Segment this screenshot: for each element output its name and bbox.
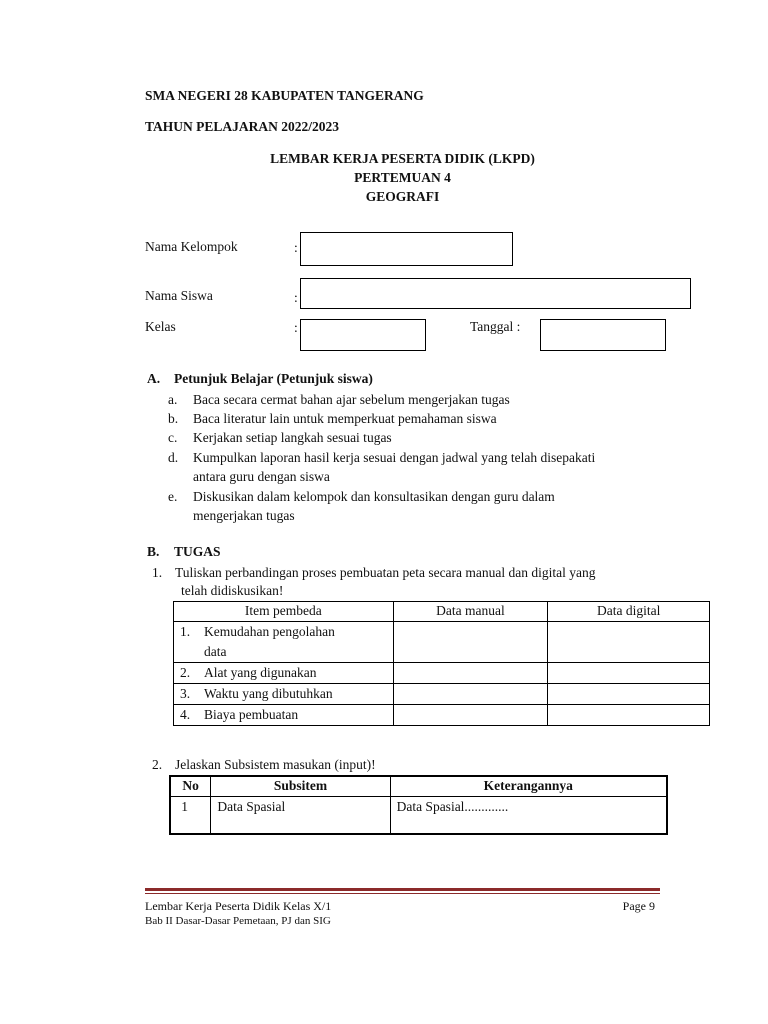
digital-cell[interactable] — [548, 663, 710, 684]
footer-rule — [145, 893, 660, 894]
class-field[interactable] — [300, 319, 426, 351]
column-header: Item pembeda — [174, 602, 394, 622]
task-1-text: Tuliskan perbandingan proses pembuatan peta secara manual dan digital yang — [175, 565, 596, 580]
school-name: SMA NEGERI 28 KABUPATEN TANGERANG — [145, 88, 424, 103]
student-name-label: Nama Siswa — [145, 288, 213, 303]
list-label: c. — [168, 430, 178, 445]
list-text: mengerjakan tugas — [193, 508, 295, 523]
task-2-text: Jelaskan Subsistem masukan (input)! — [175, 757, 376, 772]
section-b-heading: B. — [147, 544, 160, 559]
list-label: b. — [168, 411, 179, 426]
row-number: 1. — [180, 624, 191, 639]
section-a-heading: A. — [147, 371, 161, 386]
list-label: d. — [168, 450, 179, 465]
item-text: Kemudahan pengolahan — [204, 624, 335, 639]
section-a-title: Petunjuk Belajar (Petunjuk siswa) — [174, 371, 373, 386]
list-label: e. — [168, 489, 178, 504]
colon: : — [294, 240, 298, 255]
footer-line-2: Bab II Dasar-Dasar Pemetaan, PJ dan SIG — [145, 915, 331, 927]
list-text: Kerjakan setiap langkah sesuai tugas — [193, 430, 392, 445]
item-text: Waktu yang dibutuhkan — [204, 686, 333, 701]
table-cell-item — [174, 663, 394, 684]
date-label: Tanggal : — [470, 319, 521, 334]
column-header: Data digital — [548, 602, 710, 622]
list-text: antara guru dengan siswa — [193, 469, 330, 484]
subsystem-cell: Data Spasial — [211, 796, 390, 834]
class-label: Kelas — [145, 319, 176, 334]
date-field[interactable] — [540, 319, 666, 351]
colon: : — [294, 290, 298, 305]
row-number: 3. — [180, 686, 191, 701]
list-text: Baca secara cermat bahan ajar sebelum mengerjakan tugas — [193, 392, 510, 407]
subsystem-table — [169, 775, 668, 835]
list-label: a. — [168, 392, 178, 407]
table-row — [174, 663, 710, 684]
group-name-field[interactable] — [300, 232, 513, 266]
column-header: Keterangannya — [390, 776, 667, 796]
manual-cell[interactable] — [393, 663, 548, 684]
description-cell[interactable]: Data Spasial............. — [390, 796, 667, 834]
column-header: Data manual — [393, 602, 548, 622]
table-header-row — [170, 776, 667, 796]
row-number: 4. — [180, 707, 191, 722]
column-header: No — [170, 776, 211, 796]
table-header-row — [174, 602, 710, 622]
footer-line-1: Lembar Kerja Peserta Didik Kelas X/1 — [145, 899, 332, 913]
item-text-continued: data — [204, 644, 227, 659]
manual-cell[interactable] — [393, 622, 548, 663]
table-cell-item — [174, 622, 394, 663]
table-cell-item — [174, 705, 394, 726]
digital-cell[interactable] — [548, 705, 710, 726]
group-name-label: Nama Kelompok — [145, 239, 238, 254]
digital-cell[interactable] — [548, 684, 710, 705]
meeting-number: PERTEMUAN 4 — [354, 170, 451, 185]
list-text: Diskusikan dalam kelompok dan konsultasikan dengan guru dalam — [193, 489, 555, 504]
academic-year: TAHUN PELAJARAN 2022/2023 — [145, 119, 340, 134]
row-number: 2. — [180, 665, 191, 680]
section-b-title: TUGAS — [174, 544, 221, 559]
task-1-text-continued: telah didiskusikan! — [181, 583, 284, 598]
manual-cell[interactable] — [393, 705, 548, 726]
table-row — [174, 622, 710, 663]
colon: : — [294, 320, 298, 335]
column-header: Subsitem — [211, 776, 390, 796]
page-number: Page 9 — [622, 899, 655, 913]
digital-cell[interactable] — [548, 622, 710, 663]
doc-title: LEMBAR KERJA PESERTA DIDIK (LKPD) — [270, 151, 535, 166]
manual-cell[interactable] — [393, 684, 548, 705]
comparison-table — [173, 601, 710, 726]
student-name-field[interactable] — [300, 278, 691, 309]
footer-rule — [145, 888, 660, 891]
list-text: Kumpulkan laporan hasil kerja sesuai dengan jadwal yang telah disepakati — [193, 450, 596, 465]
table-row — [174, 705, 710, 726]
subject: GEOGRAFI — [365, 189, 440, 204]
row-number: 1 — [170, 796, 211, 834]
list-text: Baca literatur lain untuk memperkuat pemahaman siswa — [193, 411, 497, 426]
item-text: Biaya pembuatan — [204, 707, 299, 722]
table-cell-item — [174, 684, 394, 705]
task-2-number: 2. — [152, 757, 163, 772]
table-row — [174, 684, 710, 705]
task-1-number: 1. — [152, 565, 163, 580]
item-text: Alat yang digunakan — [204, 665, 317, 680]
table-row — [170, 796, 667, 834]
